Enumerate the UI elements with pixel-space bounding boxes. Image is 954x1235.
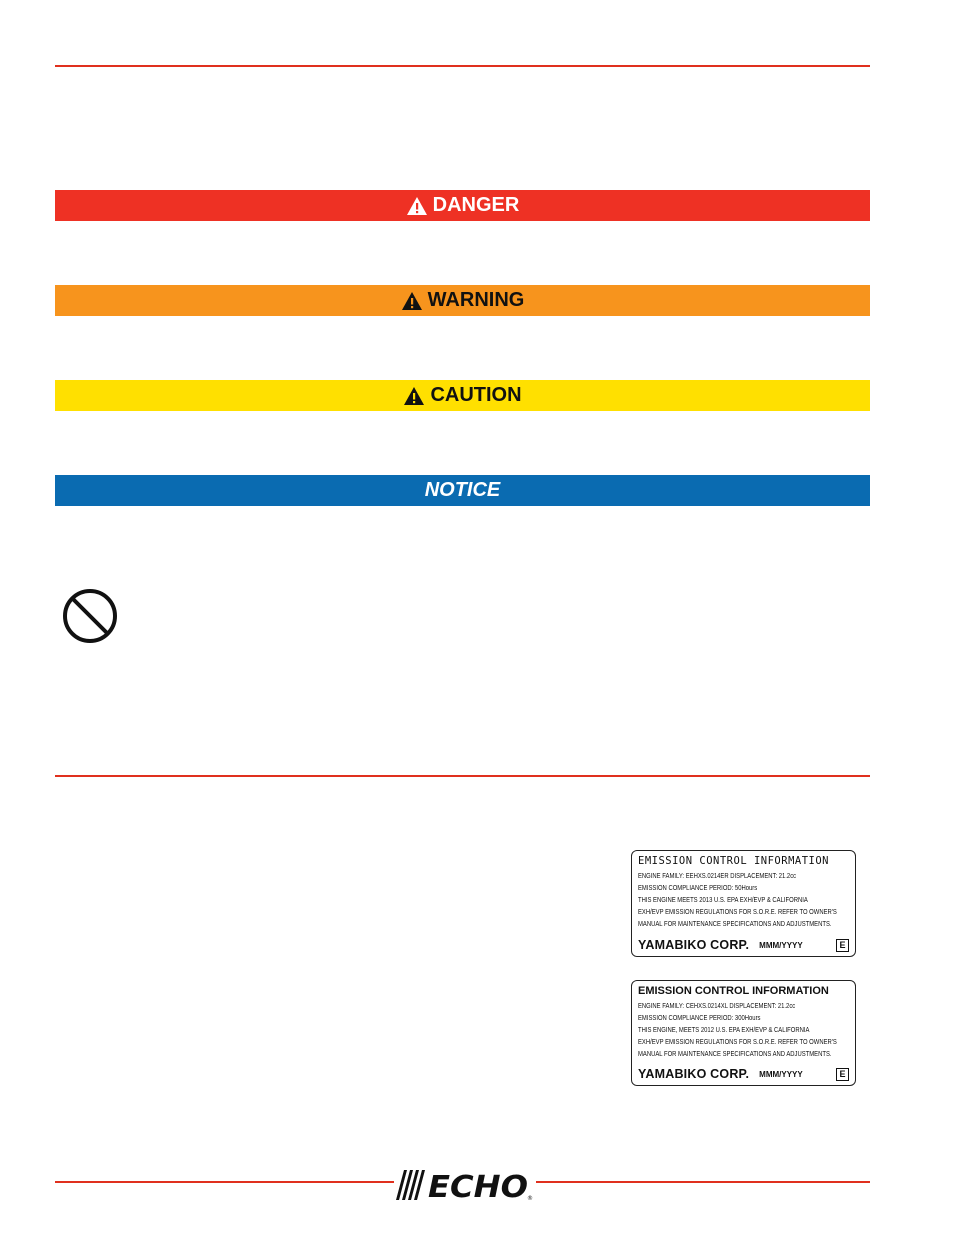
emission-label-line: THIS ENGINE MEETS 2013 U.S. EPA EXH/EVP & CALIFORNIA xyxy=(638,895,808,904)
warning-triangle-icon xyxy=(401,291,423,311)
emission-label-1 xyxy=(631,850,856,957)
section-rule xyxy=(55,775,870,777)
notice-label: NOTICE xyxy=(424,479,501,501)
emission-label-line: MANUAL FOR MAINTENANCE SPECIFICATIONS AND ADJUSTMENTS. xyxy=(638,919,832,928)
emission-label-line: EMISSION COMPLIANCE PERIOD: 50Hours xyxy=(638,883,758,892)
e-mark-icon: E xyxy=(836,1068,849,1081)
danger-label: DANGER xyxy=(432,194,520,216)
emission-label-line: EMISSION COMPLIANCE PERIOD: 300Hours xyxy=(638,1013,761,1022)
emission-label-line: MANUAL FOR MAINTENANCE SPECIFICATIONS AND ADJUSTMENTS. xyxy=(638,1049,832,1058)
emission-label-footer xyxy=(638,1067,849,1081)
manufacture-date: MMM/YYYY xyxy=(759,940,803,950)
emission-label-footer xyxy=(638,938,849,952)
caution-bar xyxy=(55,380,870,411)
emission-label-line: ENGINE FAMILY: CEHXS.0214XL DISPLACEMENT: 21.2cc xyxy=(638,1001,796,1010)
prohibition-icon xyxy=(62,588,118,644)
warning-triangle-icon xyxy=(403,386,425,406)
emission-label-line: ENGINE FAMILY: EEHXS.0214ER DISPLACEMENT: 21.2cc xyxy=(638,871,797,880)
warning-triangle-icon xyxy=(406,196,428,216)
manufacturer-name: YAMABIKO CORP. xyxy=(638,938,750,952)
emission-label-2 xyxy=(631,980,856,1086)
emission-label-line: EXH/EVP EMISSION REGULATIONS FOR S.O.R.E. REFER TO OWNER'S xyxy=(638,907,837,916)
emission-label-title: EMISSION CONTROL INFORMATION xyxy=(638,855,830,867)
echo-logo-text: ECHO xyxy=(428,1170,528,1202)
e-mark-icon: E xyxy=(836,939,849,952)
manufacture-date: MMM/YYYY xyxy=(759,1069,803,1079)
manufacturer-name: YAMABIKO CORP. xyxy=(638,1067,750,1081)
emission-label-line: EXH/EVP EMISSION REGULATIONS FOR S.O.R.E. REFER TO OWNER'S xyxy=(638,1037,837,1046)
emission-label-title: EMISSION CONTROL INFORMATION xyxy=(638,985,829,997)
echo-logo-mark xyxy=(394,1168,536,1202)
notice-bar xyxy=(55,475,870,506)
emission-label-line: THIS ENGINE, MEETS 2012 U.S. EPA EXH/EVP & CALIFORNIA xyxy=(638,1025,810,1034)
warning-label: WARNING xyxy=(427,289,525,311)
echo-logo xyxy=(394,1168,536,1202)
danger-bar xyxy=(55,190,870,221)
top-rule xyxy=(55,65,870,67)
warning-bar xyxy=(55,285,870,316)
svg-text:®: ® xyxy=(527,1195,533,1202)
caution-label: CAUTION xyxy=(430,384,522,406)
